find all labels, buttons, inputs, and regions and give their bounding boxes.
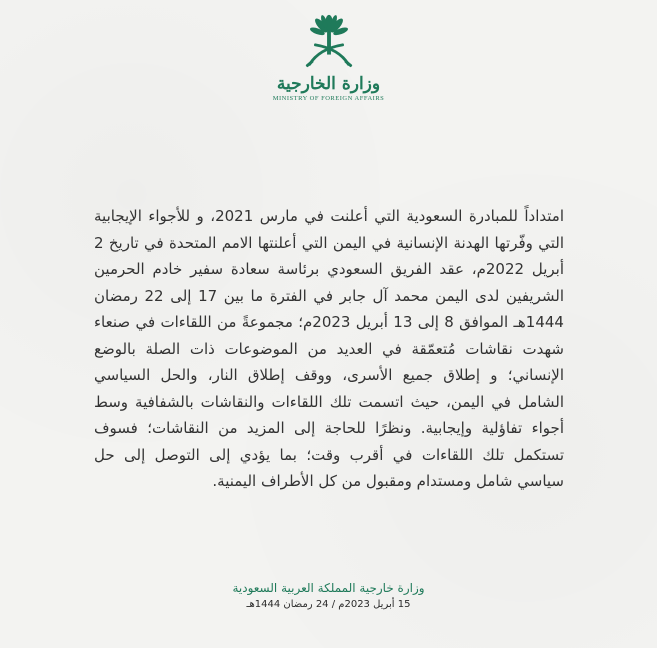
- signature-block: [0, 580, 657, 612]
- saudi-emblem-icon: [298, 10, 360, 72]
- letterhead: [0, 10, 657, 102]
- ministry-name-english: MINISTRY OF FOREIGN AFFAIRS: [272, 95, 385, 102]
- statement-paragraph: امتداداً للمبادرة السعودية التي أعلنت في مارس 2021، و للأجواء الإيجابية التي وفّرتها الهدنة الإنسانية في اليمن التي أعلنتها الامم المتحدة في تاريخ 2 أبريل 2022م، عقد الفريق السعودي برئاسة سعادة سفير خادم الحرمين الشريفين لدى اليمن محمد آل جابر في الفترة ما بين 17 إلى 22 رمضان 1444هـ الموافق 8 إلى 13 أبريل 2023م؛ مجموعةً من اللقاءات في صنعاء شهدت نقاشات مُتعمّقة في العديد من الموضوعات ذات الصلة بالوضع الإنساني؛ و إطلاق جميع الأسرى، ووقف إطلاق النار، والحل السياسي الشامل في اليمن، حيث اتسمت تلك اللقاءات والنقاشات بالشفافية وسط أجواء تفاؤلية وإيجابية. ونظرًا للحاجة إلى المزيد من النقاشات؛ فسوف تستكمل تلك اللقاءات في أقرب وقت؛ بما يؤدي إلى التوصل إلى حل سياسي شامل ومستدام ومقبول من كل الأطراف اليمنية.: [94, 207, 564, 490]
- issue-date: 15 أبريل 2023م / 24 رمضان 1444هـ: [246, 599, 411, 610]
- issuing-organization: وزارة خارجية المملكة العربية السعودية: [232, 581, 425, 595]
- ministry-name-arabic: وزارة الخارجية: [276, 74, 381, 94]
- statement-body: [94, 203, 564, 495]
